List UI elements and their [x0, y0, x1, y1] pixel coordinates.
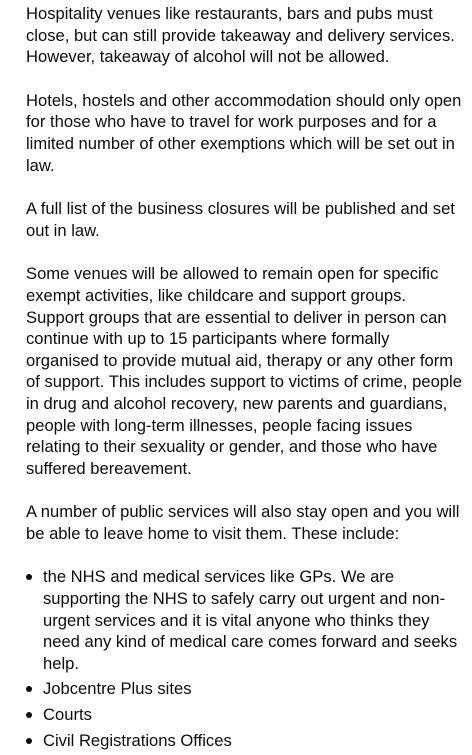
- paragraph-public-services: A number of public services will also stay open and you will be able to leave home to visit them. These include:: [26, 502, 460, 543]
- paragraph-hospitality: Hospitality venues like restaurants, bars and pubs must close, but can still provide takeaway and delivery services. However, takeaway of alcohol will not be allowed.: [26, 4, 455, 67]
- list-item: [26, 566, 466, 674]
- bullet-icon: [26, 574, 32, 580]
- list-item: [26, 704, 466, 726]
- paragraph-accommodation: Hotels, hostels and other accommodation should only open for those who have to travel for work purposes and for a limited number of other exemptions which will be set out in law.: [26, 90, 462, 175]
- list-item-text: the NHS and medical services like GPs. We are supporting the NHS to safely carry out urgent and non-urgent services and it is vital anyone who thinks they need any kind of medical care comes forward and seeks help.: [43, 567, 458, 673]
- list-item-text: Courts: [43, 705, 92, 725]
- list-item: [26, 678, 466, 700]
- paragraph-business-closures: A full list of the business closures will be published and set out in law.: [26, 199, 455, 240]
- bullet-icon: [26, 686, 32, 692]
- public-services-list: [26, 566, 466, 751]
- article-body: [26, 3, 466, 755]
- bullet-icon: [26, 738, 32, 744]
- list-item: [26, 730, 466, 752]
- paragraph-exempt-activities: Some venues will be allowed to remain open for specific exempt activities, like childcare and support groups. Support groups that are essential to deliver in person can continue with up to 15 participants where formally organised to provide mutual aid, therapy or any other form of support. This includes support to victims of crime, people in drug and alcohol recovery, new parents and guardians, people with long-term illnesses, people facing issues relating to their sexuality or gender, and those who have suffered bereavement.: [26, 264, 462, 478]
- list-item-text: Civil Registrations Offices: [43, 730, 232, 750]
- bullet-icon: [26, 712, 32, 718]
- list-item-text: Jobcentre Plus sites: [43, 679, 192, 699]
